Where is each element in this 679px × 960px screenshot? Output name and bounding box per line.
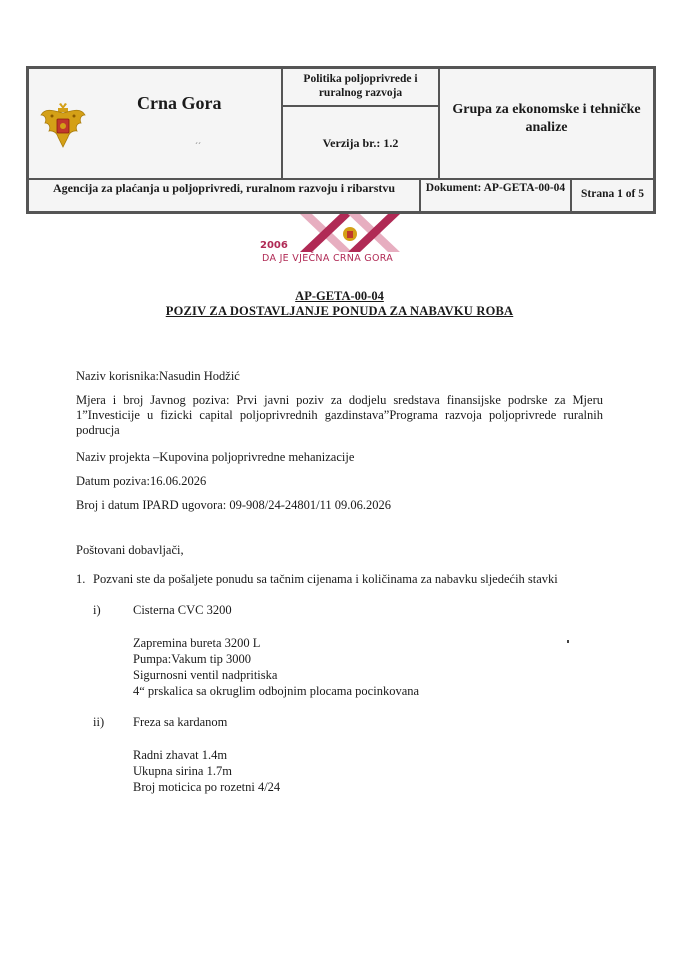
item-1-spec: Pumpa:Vakum tip 3000 bbox=[133, 652, 252, 666]
logo-slogan: DA JE VJEČNA CRNA GORA bbox=[262, 253, 394, 264]
scan-speck bbox=[567, 640, 569, 643]
montenegro-crest-icon bbox=[39, 103, 87, 149]
group-label: Grupa za ekonomske i tehničke analize bbox=[452, 102, 641, 135]
header-country-cell bbox=[28, 68, 282, 179]
point-1-text: Pozvani ste da pošaljete ponudu sa tačnim cijenama i količinama za nabavku sljedećih stavki bbox=[93, 572, 558, 586]
agency-cell: Agencija za plaćanja u poljoprivredi, ruralnom razvoju i ribarstvu bbox=[28, 179, 420, 212]
item-2-spec: Ukupna sirina 1.7m bbox=[133, 764, 232, 778]
document-title: POZIV ZA DOSTAVLJANJE PONUDA ZA NABAVKU ROBA bbox=[165, 304, 514, 318]
public-call-paragraph: Mjera i broj Javnog poziva: Prvi javni poziv za dodjelu sredstava finansijske podrske za Mjeru 1”Investicije u fizicki capital poljoprivrednih gazdinstava”Programa razvoja poljoprivrede ruralnih podrucja bbox=[76, 393, 603, 437]
page-number-cell: Strana 1 of 5 bbox=[571, 179, 654, 212]
call-date-line: Datum poziva:16.06.2026 bbox=[76, 474, 207, 488]
project-name-line: Naziv projekta –Kupovina poljoprivredne mehanizacije bbox=[76, 450, 355, 464]
item-1-spec: 4“ prskalica sa okruglim odbojnim plocama pocinkovana bbox=[133, 684, 420, 698]
item-2-number: ii) bbox=[93, 715, 105, 729]
document-number-cell: Dokument: AP-GETA-00-04 bbox=[420, 179, 571, 212]
header-table bbox=[26, 66, 656, 214]
item-1-number: i) bbox=[93, 603, 101, 617]
greeting-line: Poštovani dobavljači, bbox=[76, 543, 184, 557]
item-1-spec: Sigurnosni ventil nadpritiska bbox=[133, 668, 278, 682]
anniversary-logo bbox=[256, 212, 426, 270]
item-2-spec: Radni zhavat 1.4m bbox=[133, 748, 228, 762]
version-label: Verzija br.: 1.2 bbox=[322, 136, 399, 150]
logo-year: 2006 bbox=[260, 240, 288, 251]
contract-line: Broj i datum IPARD ugovora: 09-908/24-24801/11 09.06.2026 bbox=[76, 498, 392, 512]
document-id: AP-GETA-00-04 bbox=[295, 289, 384, 303]
point-1-number: 1. bbox=[76, 572, 86, 586]
version-cell bbox=[282, 106, 439, 179]
item-1-spec: Zapremina bureta 3200 L bbox=[133, 636, 261, 650]
country-title: Crna Gora bbox=[137, 93, 222, 113]
group-cell bbox=[439, 68, 654, 179]
item-1-name: Cisterna CVC 3200 bbox=[133, 603, 232, 617]
policy-cell: Politika poljoprivrede i ruralnog razvoja bbox=[282, 68, 439, 106]
item-2-name: Freza sa kardanom bbox=[133, 715, 228, 729]
item-2-spec: Broj moticica po rozetni 4/24 bbox=[133, 780, 281, 794]
beneficiary-line: Naziv korisnika:Nasudin Hodžić bbox=[76, 369, 240, 383]
handwritten-mark: ´´ bbox=[195, 141, 201, 151]
